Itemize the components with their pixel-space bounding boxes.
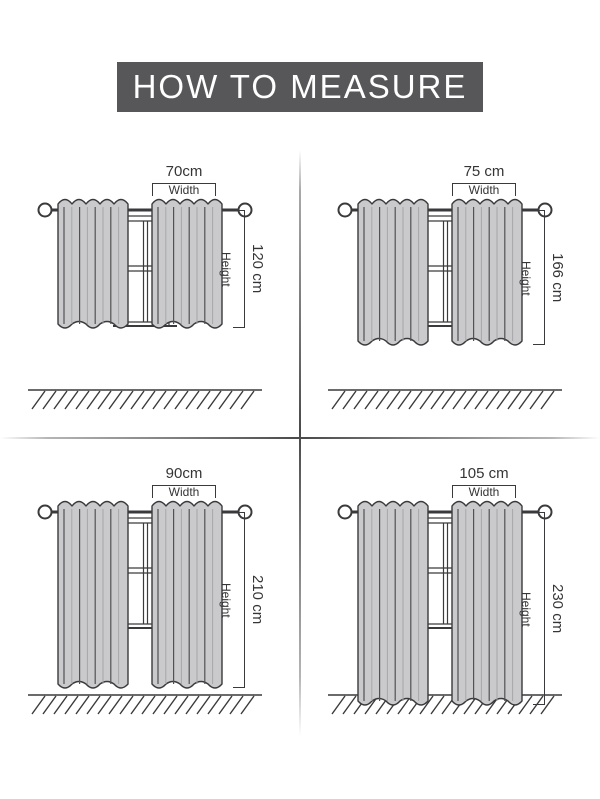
measure-panel-75x166 — [300, 150, 600, 439]
height-label: Height — [219, 251, 233, 287]
measure-panel-70x120 — [0, 150, 300, 439]
title-banner — [117, 62, 483, 112]
width-bracket — [452, 183, 516, 196]
width-label: Width — [168, 183, 200, 197]
width-label: Width — [468, 183, 500, 197]
width-label: Width — [168, 485, 200, 499]
width-measurement: 70cm — [165, 163, 203, 180]
height-bracket — [533, 210, 545, 345]
height-measurement: 210 cm — [249, 575, 266, 625]
height-label: Height — [519, 591, 533, 627]
height-label: Height — [219, 582, 233, 618]
width-label: Width — [468, 485, 500, 499]
width-measurement: 75 cm — [463, 163, 505, 180]
height-measurement: 230 cm — [549, 584, 566, 634]
width-bracket — [152, 485, 216, 498]
width-measurement: 105 cm — [459, 465, 509, 482]
height-measurement: 120 cm — [249, 244, 266, 294]
height-bracket — [233, 512, 245, 688]
height-bracket — [533, 512, 545, 705]
measure-panel-90x210 — [0, 439, 300, 799]
height-measurement: 166 cm — [549, 253, 566, 303]
height-label: Height — [519, 260, 533, 296]
page-title: HOW TO MEASURE — [132, 68, 468, 105]
height-bracket — [233, 210, 245, 328]
width-bracket — [452, 485, 516, 498]
width-bracket — [152, 183, 216, 196]
width-measurement: 90cm — [165, 465, 203, 482]
measure-panel-105x230 — [300, 439, 600, 799]
